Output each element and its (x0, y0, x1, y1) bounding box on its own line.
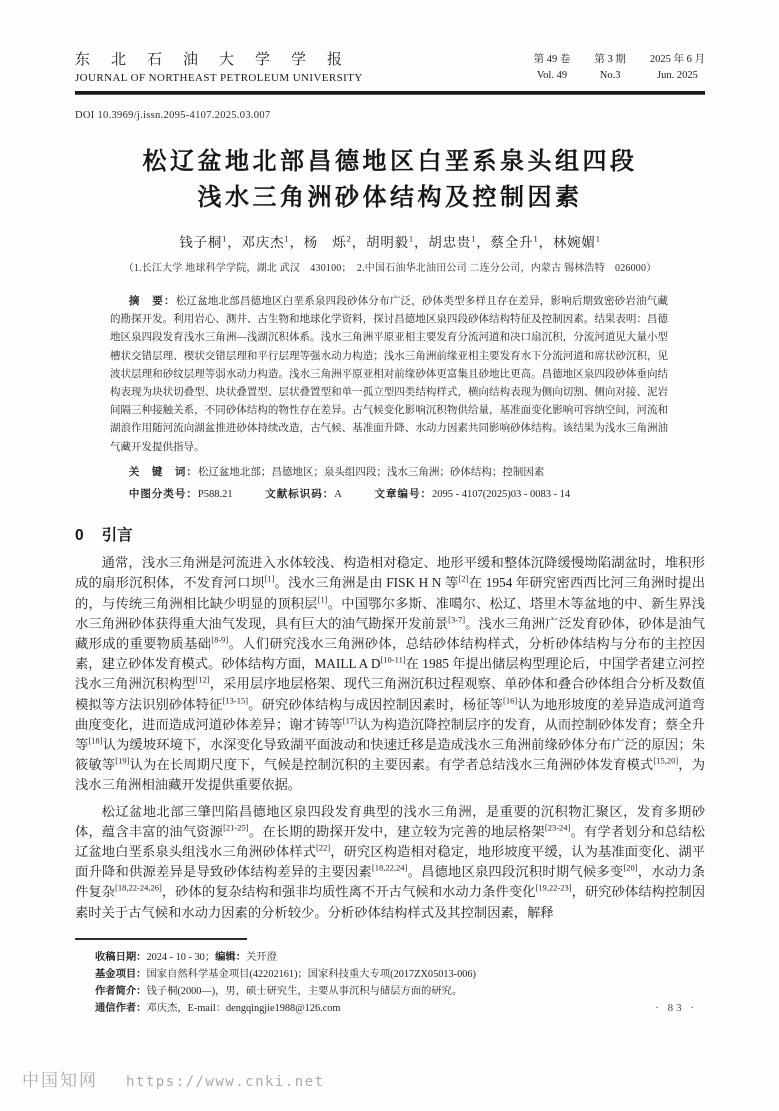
article-title (75, 144, 705, 216)
footnote-received-date: 收稿日期：2024 - 10 - 30；编辑：关开澄 (95, 951, 277, 963)
classification-line (110, 486, 668, 504)
clc-number (129, 489, 233, 500)
journal-issue-cn: 第 3 期 (594, 54, 626, 65)
article-meta-block (110, 293, 668, 504)
footnote-funding: 基金项目：国家自然科学基金项目(42202161)；国家科技重大专项(2017ZX05013-006) (95, 968, 476, 980)
cnki-site-url: https://www.cnki.net (126, 1074, 325, 1090)
journal-masthead (75, 48, 705, 84)
page-number: · 83 · (655, 1002, 697, 1014)
journal-issue-block (534, 52, 705, 84)
doi: DOI 10.3969/j.issn.2095-4107.2025.03.007 (75, 110, 271, 121)
author-list: 钱子桐$^1$，邓庆杰$^1$，杨 烁$^2$，胡明毅$^1$，胡忠贵$^1$，蔡全升$^1$，林婉媚$^1$ (179, 233, 601, 250)
masthead-divider (75, 91, 705, 95)
keywords-text: 松辽盆地北部；昌德地区；泉头组四段；浅水三角洲；砂体结构；控制因素 (197, 466, 545, 478)
journal-date-en: Jun. 2025 (657, 70, 698, 81)
cnki-site-name: 中国知网 (22, 1071, 98, 1090)
section-heading (75, 525, 705, 547)
clc-value: P588.21 (197, 489, 233, 501)
body-paragraph-2: 松辽盆地北部三肇凹陷昌德地区泉四段发育典型的浅水三角洲，是重要的沉积物汇聚区，发育多期砂体，蕴含丰富的油气资源[21-25]。在长期的勘探开发中，建立较为完善的地层格架[23-24]。有学者划分和总结松辽盆地白垩系泉头组浅水三角洲砂体样式[22]，研究区构造相对稳定，地形坡度平缓，认为基准面变化、湖平面升降和供源差异是导致砂体结构差异的主要因素[18,22,24]。昌德地区泉四段沉积时期气候多变[20]，水动力条件复杂[18,22-24,26]，砂体的复杂结构和强非均质性离不开古气候和水动力条件变化[19,22-23]，研究砂体结构控制因素时关于古气候和水动力因素的分析较少。分析砂体结构样式及其控制因素，解释 (75, 803, 706, 920)
footnotes (75, 949, 705, 1017)
document-code-label: 文献标识码： (265, 489, 335, 501)
journal-volume (534, 52, 571, 84)
section-title: 引言 (101, 527, 133, 545)
footnote-author-bio: 作者简介：钱子桐(2000—)，男，硕士研究生，主要从事沉积与储层方面的研究。 (95, 985, 463, 997)
document-code (265, 489, 342, 500)
affiliation: （1.长江大学 地球科学学院，湖北 武汉 430100； 2.中国石油华北油田公司 二连分公司，内蒙古 锡林浩特 026000） (123, 263, 657, 274)
cnki-watermark (22, 1066, 325, 1091)
journal-title-cn: 东北石油大学学报 (75, 52, 364, 68)
journal-volume-cn: 第 49 卷 (533, 54, 571, 65)
section-number: 0 (75, 527, 84, 545)
clc-label: 中图分类号： (128, 489, 198, 501)
article-number-value: 2095 - 4107(2025)03 - 0083 - 14 (431, 489, 571, 501)
document-code-value: A (334, 489, 342, 501)
abstract-text: 松辽盆地北部昌德地区白垩系泉四段砂体分布广泛，砂体类型多样且存在差异，影响后期致密砂岩油气藏的勘探开发。利用岩心、测井、古生物和地球化学资料，探讨昌德地区泉四段砂体结构特征及控制因素。结果表明：昌德地区泉四段发育浅水三角洲—浅湖沉积体系。浅水三角洲平原亚相主要发育分流河道和决口扇沉积，分流河道见大量小型槽状交错层理、楔状交错层理和平行层理等强水动力构造；浅水三角洲前缘亚相主要发育水下分流河道和席状砂沉积，见波状层理和砂纹层理等弱水动力构造。浅水三角洲平原亚相对前缘砂体更富集且砂地比更高。昌德地区泉四段砂体垂向结构表现为块状切叠型、块状叠置型、层状叠置型和单一孤立型四类结构样式，横向结构表现为侧向切割、侧向对接、泥岩间隔三种接触关系，不同砂体结构的物性存在差异。古气候变化影响沉积物供给量，基准面变化影响可容纳空间，河流和湖浪作用随河流向湖盆推进砂体持续改造，古气候、基准面升降、水动力因素共同影响砂体结构。该结果为浅水三角洲油气藏开发提供指导。 (110, 296, 669, 453)
journal-title-en: JOURNAL OF NORTHEAST PETROLEUM UNIVERSITY (75, 72, 363, 84)
article-number (374, 489, 570, 500)
article-title-line2: 浅水三角洲砂体结构及控制因素 (197, 185, 583, 211)
journal-issue-en: No.3 (599, 70, 621, 81)
footnote-block (75, 938, 705, 1017)
body-paragraph-1: 通常，浅水三角洲是河流进入水体较浅、构造相对稳定、地形平缓和整体沉降缓慢坳陷湖盆时，堆积形成的扇形沉积体，不发育河口坝[1]。浅水三角洲是由 FISK H N 等[2]在 1954 年研究密西西比河三角洲时提出的，与传统三角洲相比缺少明显的顶积层[1]。中国鄂尔多斯、准噶尔、松辽、塔里木等盆地的中、新生界浅水三角洲砂体获得重大油气发现，具有巨大的油气勘探开发前景[3-7]。浅水三角洲广泛发育砂体，砂体是油气藏形成的重要物质基础[8-9]。人们研究浅水三角洲砂体，总结砂体结构样式，分析砂体结构与分布的主控因素，建立砂体发育模式。砂体结构方面，MAILL A D[10-11]在 1985 年提出储层构型理论后，中国学者建立河控浅水三角洲沉积构型[12]，采用层序地层格架、现代三角洲沉积过程观察、单砂体和叠合砂体组合分析及数值模拟等方法识别砂体特征[13-15]。研究砂体结构与成因控制因素时，杨征等[16]认为地形坡度的差异造成河道弯曲度变化，进而造成河道砂体差异；谢才铸等[17]认为构造沉降控制层序的发育，从而控制砂体发育；蔡全升等[18]认为缓坡环境下，水深变化导致湖平面波动和快速迁移是造成浅水三角洲前缘砂体分布广泛的原因；朱筱敏等[19]认为在长周期尺度下，气候是控制沉积的主要因素。有学者总结浅水三角洲砂体发育模式[15,20]，为浅水三角洲相油藏开发提供重要依据。 (75, 555, 706, 793)
keywords (110, 464, 668, 482)
footnote-divider (75, 938, 247, 940)
journal-issue (594, 52, 626, 84)
journal-title-block (75, 48, 363, 84)
journal-volume-en: Vol. 49 (536, 70, 568, 81)
abstract (110, 293, 668, 457)
article-number-label: 文章编号： (374, 489, 432, 501)
abstract-label: 摘 要： (128, 296, 176, 307)
journal-date-cn: 2025 年 6 月 (649, 54, 705, 65)
article-title-line1: 松辽盆地北部昌德地区白垩系泉头组四段 (142, 149, 638, 175)
journal-date (650, 52, 705, 84)
keywords-label: 关 键 词： (128, 466, 198, 478)
footnote-corresponding-author: 通信作者：邓庆杰，E-mail：dengqingjie1988@126.com (95, 1002, 341, 1014)
